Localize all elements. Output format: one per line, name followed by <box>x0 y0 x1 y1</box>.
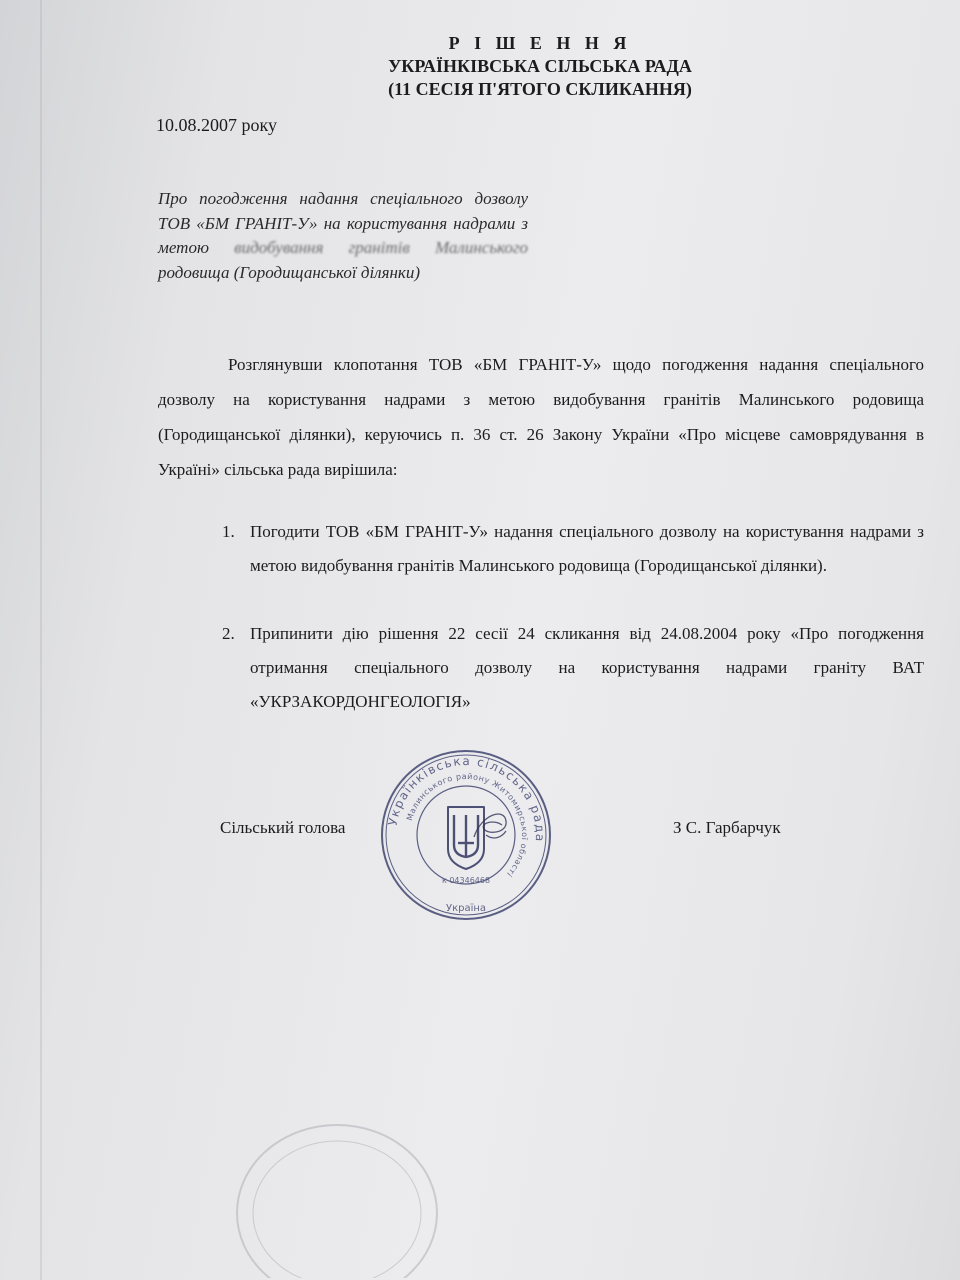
subject-line-1: Про погодження надання спеціального <box>158 189 463 208</box>
subject-line-3: користування надрами з метою <box>158 213 529 258</box>
item-number: 1. <box>222 522 235 541</box>
decision-item-1 <box>222 515 924 583</box>
preamble-paragraph: Розглянувши клопотання ТОВ «БМ ГРАНІТ-У» щодо погодження надання спеціального дозволу на користування надрами з метою видобування гранітів Малинського родовища (Городищанської ділянки), керуючись п. 36 ст. 26 Закону України «Про місцеве самоврядування в Україні» сільська рада вирішила: <box>158 355 924 479</box>
faint-reverse-stamp <box>232 1118 442 1278</box>
decision-subject <box>158 187 528 285</box>
item-text: Погодити ТОВ «БМ ГРАНІТ-У» надання спеціального дозволу на користування надрами з метою видобування гранітів Малинського родовища (Городищанської ділянки). <box>250 522 924 575</box>
subject-line-2: дозволу ТОВ «БМ ГРАНІТ-У» на <box>158 189 528 233</box>
coat-of-arms-icon <box>448 807 484 869</box>
seal-outer-text: Українківська сільська рада <box>385 753 548 844</box>
signatory-position: Сільський голова <box>220 818 346 837</box>
paper-fold-shadow <box>40 0 42 1280</box>
item-text: Припинити дію рішення 22 сесії 24 скликання від 24.08.2004 року «Про погодження отримання спеціального дозволу на користування надрами граніту ВАТ «УКРЗАКОРДОНГЕОЛОГІЯ» <box>250 624 924 711</box>
decision-item-2 <box>222 617 924 719</box>
session-info: (11 СЕСІЯ П'ЯТОГО СКЛИКАННЯ) <box>388 79 692 99</box>
official-seal-stamp <box>376 745 556 925</box>
document-title: Р І Ш Е Н Н Я <box>448 33 632 53</box>
seal-code-text: к 04346468 <box>441 876 491 885</box>
subject-line-4: видобування гранітів Малинського <box>234 238 528 258</box>
decision-date: 10.08.2007 року <box>156 115 277 135</box>
subject-line-5: родовища (Городищанської ділянки) <box>158 262 421 282</box>
council-name: УКРАЇНКІВСЬКА СІЛЬСЬКА РАДА <box>388 56 692 76</box>
seal-inner-text: Малинського району Житомирської області <box>404 771 530 879</box>
item-number: 2. <box>222 624 235 643</box>
seal-country-text: Україна <box>445 903 487 914</box>
signatory-name: З С. Гарбарчук <box>673 818 781 837</box>
